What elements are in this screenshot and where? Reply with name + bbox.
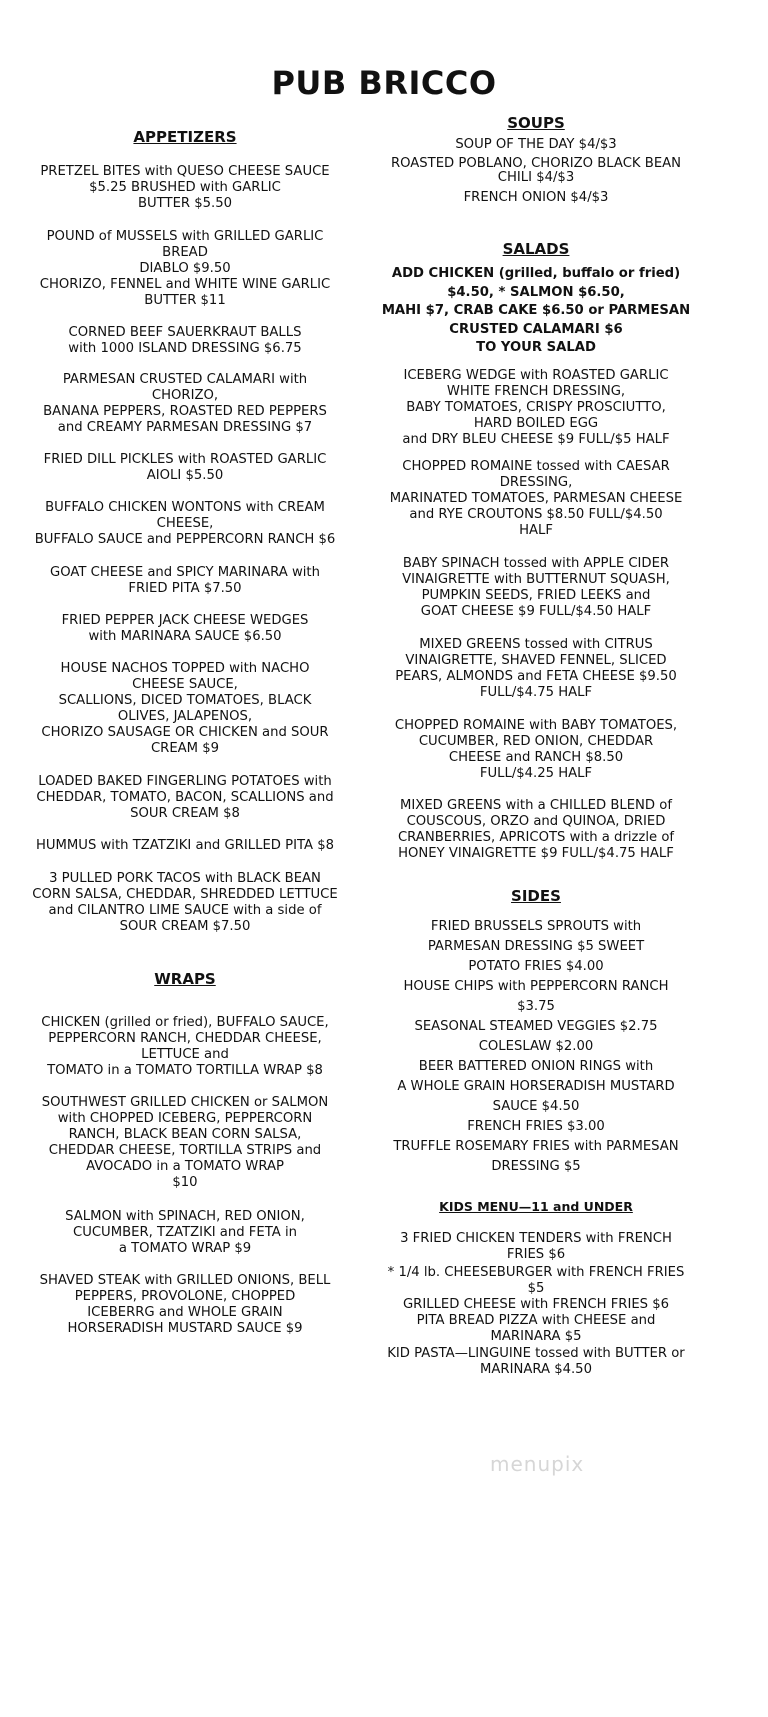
menu-item: FRIED DILL PICKLES with ROASTED GARLIC AIOLI $5.50 [43,452,327,483]
menu-item: SOUTHWEST GRILLED CHICKEN or SALMON with CHOPPED ICEBERG, PEPPERCORN RANCH, BLACK BEAN CORN SALSA, CHEDDAR CHEESE, TORTILLA STRIPS and AVOCADO in a TOMATO WRAP $10 [41,1095,329,1190]
menupix-watermark: menupix [490,1452,585,1476]
menu-item: CORNED BEEF SAUERKRAUT BALLS with 1000 ISLAND DRESSING $6.75 [68,325,302,356]
menu-item: ROASTED POBLANO, CHORIZO BLACK BEAN CHILI $4/$3 [390,156,682,185]
menu-item: SOUP OF THE DAY $4/$3 [455,137,617,152]
menu-item: LOADED BAKED FINGERLING POTATOES with CHEDDAR, TOMATO, BACON, SCALLIONS and SOUR CREAM $8 [36,774,334,821]
salads-heading-text: SALADS [502,240,570,258]
menu-item: PITA BREAD PIZZA with CHEESE and MARINARA $5 [416,1313,656,1344]
menu-item: HUMMUS with TZATZIKI and GRILLED PITA $8 [35,838,335,853]
menu-item: CHOPPED ROMAINE tossed with CAESAR DRESSING, MARINATED TOMATOES, PARMESAN CHEESE and RYE CROUTONS $8.50 FULL/$4.50 HALF [389,459,683,538]
menu-item: CHICKEN (grilled or fried), BUFFALO SAUCE, PEPPERCORN RANCH, CHEDDAR CHEESE, LETTUCE and TOMATO in a TOMATO TORTILLA WRAP $8 [41,1015,329,1078]
sides-heading-text: SIDES [511,887,561,905]
menu-item: 3 FRIED CHICKEN TENDERS with FRENCH FRIES $6 [400,1231,672,1262]
menu-item: MIXED GREENS tossed with CITRUS VINAIGRETTE, SHAVED FENNEL, SLICED PEARS, ALMONDS and FETA CHEESE $9.50 FULL/$4.75 HALF [395,637,677,700]
wraps-heading [12,970,358,988]
wraps-heading-text: WRAPS [154,970,216,988]
kids-heading [360,1199,712,1214]
menu-item: PARMESAN CRUSTED CALAMARI with CHORIZO, BANANA PEPPERS, ROASTED RED PEPPERS and CREAMY PARMESAN DRESSING $7 [43,372,327,435]
menu-item: HOUSE NACHOS TOPPED with NACHO CHEESE SAUCE, SCALLIONS, DICED TOMATOES, BLACK OLIVES, JALAPENOS, CHORIZO SAUSAGE OR CHICKEN and SOUR CREAM $9 [41,661,329,756]
menu-item: FRENCH ONION $4/$3 [463,190,609,205]
menu-item: GRILLED CHEESE with FRENCH FRIES $6 [402,1297,670,1312]
menu-item: SHAVED STEAK with GRILLED ONIONS, BELL PEPPERS, PROVOLONE, CHOPPED ICEBERRG and WHOLE GRAIN HORSERADISH MUSTARD SAUCE $9 [39,1273,331,1336]
menu-item: BABY SPINACH tossed with APPLE CIDER VINAIGRETTE with BUTTERNUT SQUASH, PUMPKIN SEEDS, FRIED LEEKS and GOAT CHEESE $9 FULL/$4.50 HALF [402,556,670,619]
restaurant-title: PUB BRICCO [271,64,497,102]
menu-item: MIXED GREENS with a CHILLED BLEND of COUSCOUS, ORZO and QUINOA, DRIED CRANBERRIES, APRICOTS with a drizzle of HONEY VINAIGRETTE $9 FULL/$4.75 HALF [397,798,675,861]
soups-heading-text: SOUPS [507,114,565,132]
menu-item: KID PASTA—LINGUINE tossed with BUTTER or MARINARA $4.50 [387,1346,685,1377]
menu-item: * 1/4 lb. CHEESEBURGER with FRENCH FRIES $5 [387,1265,685,1296]
menu-item: POUND of MUSSELS with GRILLED GARLIC BREAD DIABLO $9.50 CHORIZO, FENNEL and WHITE WINE GARLIC BUTTER $11 [39,229,331,308]
salad-addons: ADD CHICKEN (grilled, buffalo or fried) $4.50, * SALMON $6.50, MAHI $7, CRAB CAKE $6.50 or PARMESAN CRUSTED CALAMARI $6 TO YOUR SALAD [381,266,691,355]
soups-heading [360,114,712,132]
salads-heading [360,240,712,258]
menu-item: GOAT CHEESE and SPICY MARINARA with FRIED PITA $7.50 [50,565,320,596]
menu-item: ICEBERG WEDGE with ROASTED GARLIC WHITE FRENCH DRESSING, BABY TOMATOES, CRISPY PROSCIUTTO, HARD BOILED EGG and DRY BLEU CHEESE $9 FULL/$5 HALF [402,368,670,447]
sides-heading [360,887,712,905]
menu-item: SALMON with SPINACH, RED ONION, CUCUMBER, TZATZIKI and FETA in a TOMATO WRAP $9 [65,1209,305,1256]
appetizers-heading [12,128,358,146]
menu-item: PRETZEL BITES with QUESO CHEESE SAUCE $5.25 BRUSHED with GARLIC BUTTER $5.50 [40,164,330,211]
sides-list: FRIED BRUSSELS SPROUTS with PARMESAN DRESSING $5 SWEET POTATO FRIES $4.00 HOUSE CHIPS with PEPPERCORN RANCH $3.75 SEASONAL STEAMED VEGGIES $2.75 COLESLAW $2.00 BEER BATTERED ONION RINGS with A WHOLE GRAIN HORSERADISH MUSTARD SAUCE $4.50 FRENCH FRIES $3.00 TRUFFLE ROSEMARY FRIES with PARMESAN DRESSING $5 [393,919,679,1174]
kids-heading-text: KIDS MENU—11 and UNDER [439,1199,633,1214]
appetizers-heading-text: APPETIZERS [133,128,237,146]
menu-item: 3 PULLED PORK TACOS with BLACK BEAN CORN SALSA, CHEDDAR, SHREDDED LETTUCE and CILANTRO LIME SAUCE with a side of SOUR CREAM $7.50 [32,871,338,934]
menu-item: CHOPPED ROMAINE with BABY TOMATOES, CUCUMBER, RED ONION, CHEDDAR CHEESE and RANCH $8.50 FULL/$4.25 HALF [394,718,678,781]
menu-item: FRIED PEPPER JACK CHEESE WEDGES with MARINARA SAUCE $6.50 [61,613,309,644]
menu-item: BUFFALO CHICKEN WONTONS with CREAM CHEESE, BUFFALO SAUCE and PEPPERCORN RANCH $6 [34,500,336,547]
